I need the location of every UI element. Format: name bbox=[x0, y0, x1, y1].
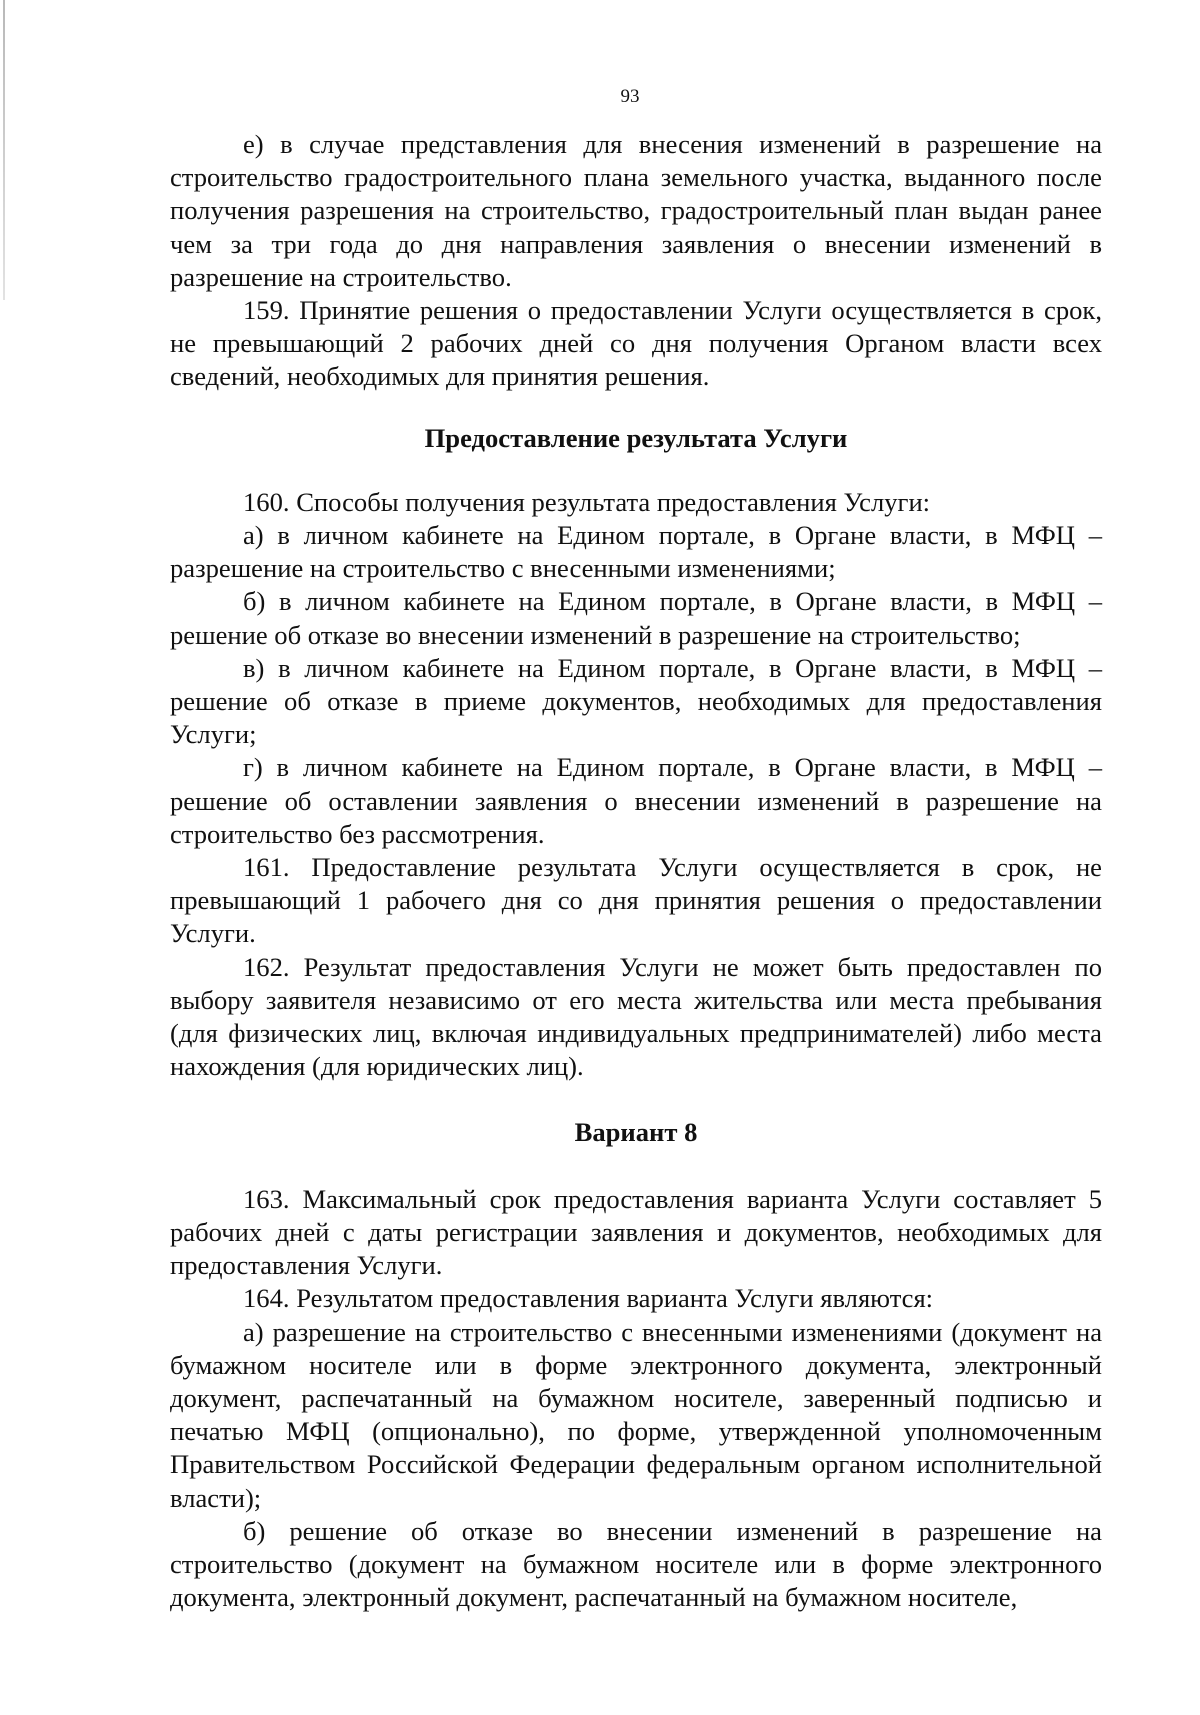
paragraph-164-b: б) решение об отказе во внесении изменений в разрешение на строительство (документ на бумажном носителе или в форме электронного документа, электронный документ, распечатанный на бумажном носителе, bbox=[170, 1515, 1102, 1613]
scan-edge-shadow bbox=[3, 0, 5, 300]
paragraph-163: 163. Максимальный срок предоставления варианта Услуги составляет 5 рабочих дней с даты регистрации заявления и документов, необходимых для предоставления Услуги. bbox=[170, 1183, 1102, 1281]
paragraph-160-g: г) в личном кабинете на Едином портале, в Органе власти, в МФЦ – решение об оставлении заявления о внесении изменений в разрешение на строительство без рассмотрения. bbox=[170, 752, 1102, 849]
paragraph-161: 161. Предоставление результата Услуги осуществляется в срок, не превышающий 1 рабочего дня со дня принятия решения о предоставлении Услуги. bbox=[170, 852, 1102, 949]
paragraph-160-b: б) в личном кабинете на Едином портале, в Органе власти, в МФЦ – решение об отказе во внесении изменений в разрешение на строительство; bbox=[170, 586, 1102, 650]
paragraph-164-a: а) разрешение на строительство с внесенными изменениями (документ на бумажном носителе или в форме электронного документа, электронный документ, распечатанный на бумажном носителе, заверенный подписью и печатью МФЦ (опционально), по форме, утвержденной уполномоченным Правительством Российской Федерации федеральным органом исполнительной власти); bbox=[170, 1316, 1102, 1513]
paragraph-160: 160. Способы получения результата предоставления Услуги: bbox=[243, 486, 931, 517]
paragraph-164: 164. Результатом предоставления варианта Услуги являются: bbox=[243, 1283, 934, 1314]
paragraph-162: 162. Результат предоставления Услуги не может быть предоставлен по выбору заявителя независимо от его места жительства или места пребывания (для физических лиц, включая индивидуальных предпринимателей) либо места нахождения (для юридических лиц). bbox=[170, 951, 1102, 1082]
paragraph-159: 159. Принятие решения о предоставлении Услуги осуществляется в срок, не превышающий 2 рабочих дней со дня получения Органом власти всех сведений, необходимых для принятия решения. bbox=[170, 295, 1102, 392]
paragraph-160-v: в) в личном кабинете на Едином портале, в Органе власти, в МФЦ – решение об отказе в приеме документов, необходимых для предоставления Услуги; bbox=[170, 652, 1102, 750]
paragraph-160-a: а) в личном кабинете на Едином портале, в Органе власти, в МФЦ – разрешение на строительство с внесенными изменениями; bbox=[170, 520, 1102, 584]
document-body bbox=[170, 128, 1102, 1614]
page-number: 93 bbox=[620, 86, 640, 107]
paragraph-e: е) в случае представления для внесения изменений в разрешение на строительство градостроительного плана земельного участка, выданного после получения разрешения на строительство, градостроительный план выдан ранее чем за три года до дня направления заявления о внесении изменений в разрешение на строительство. bbox=[170, 129, 1102, 292]
section-heading-variant-8: Вариант 8 bbox=[574, 1117, 698, 1148]
section-heading-result: Предоставление результата Услуги bbox=[424, 422, 848, 453]
